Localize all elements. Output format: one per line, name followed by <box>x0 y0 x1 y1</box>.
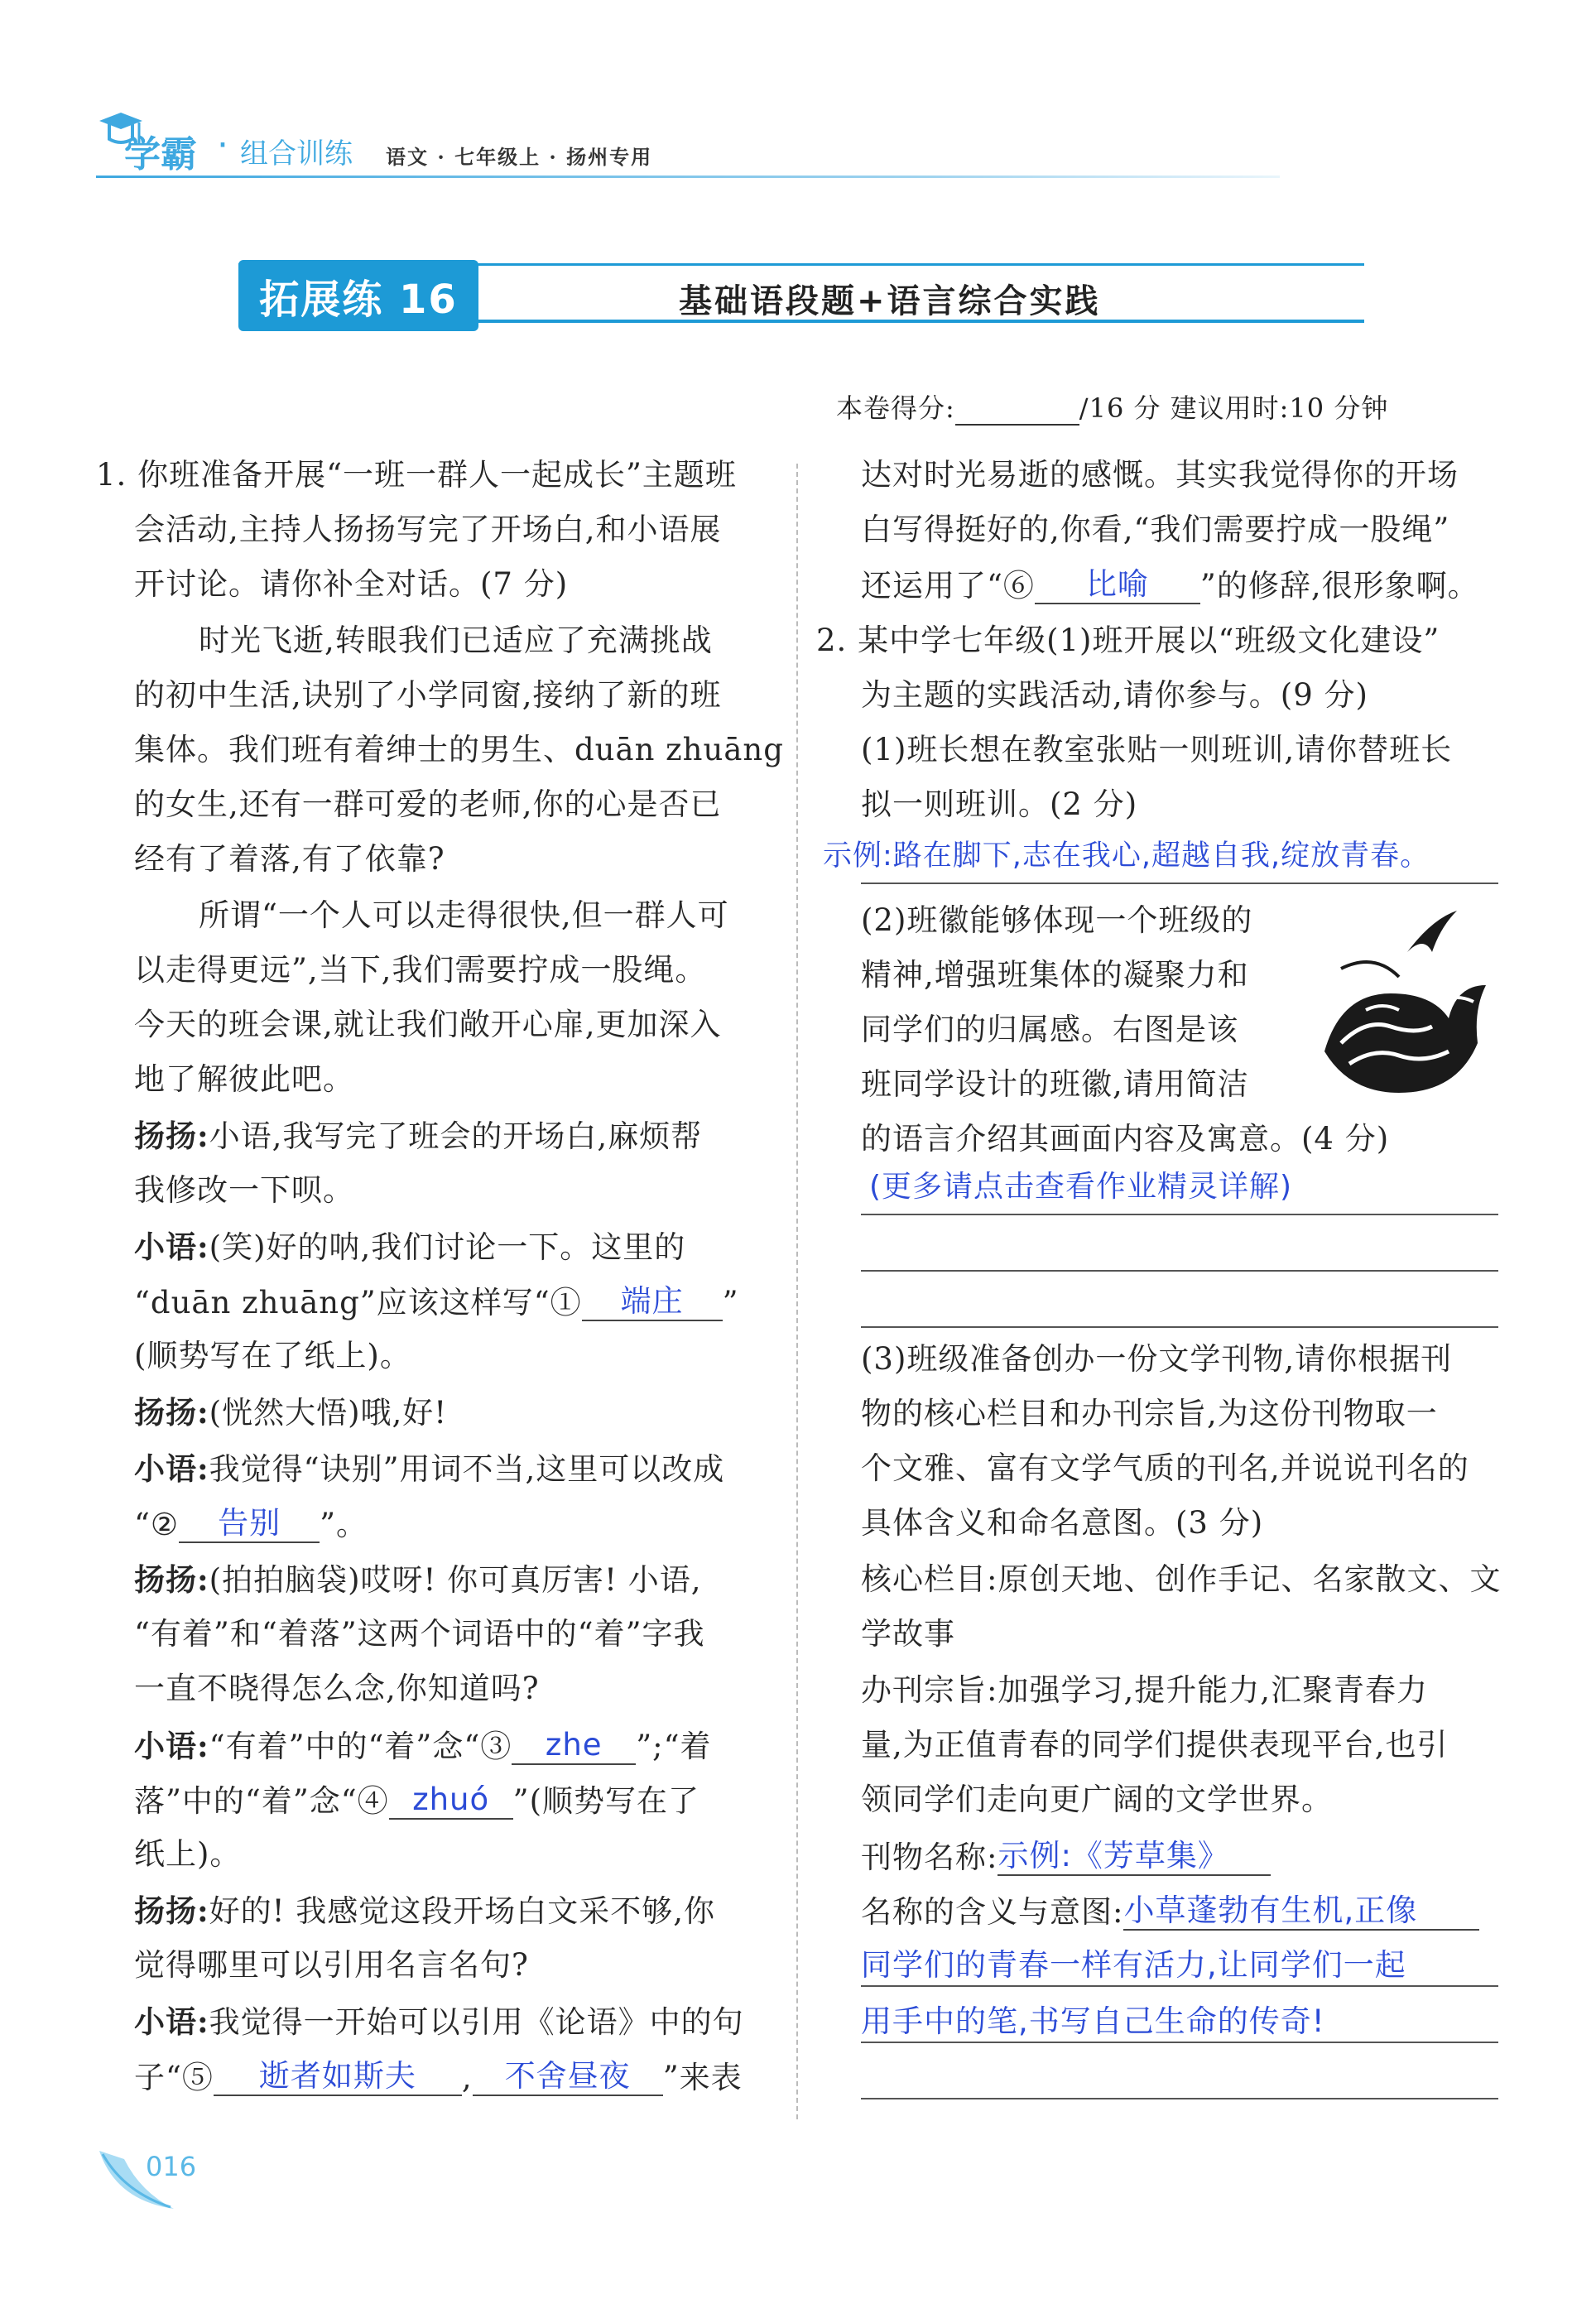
dialogue-line <box>134 1450 724 1488</box>
dialogue-line <box>861 566 1479 604</box>
q2-line: 办刊宗旨:加强学习,提升能力,汇聚青春力 <box>861 1672 1428 1708</box>
dialogue-line <box>134 1561 702 1599</box>
dialogue-text: 我觉得一开始可以引用《论语》中的句 <box>209 2004 744 2040</box>
book-subtitle: 语文 · 七年级上 · 扬州专用 <box>386 145 653 169</box>
dialogue-line: 白写得挺好的,你看,“我们需要拧成一股绳” <box>861 512 1450 547</box>
column-divider <box>796 464 798 2119</box>
answer-rule <box>861 1270 1498 1272</box>
answer-rule <box>861 1985 1498 1987</box>
dialogue-line <box>134 1394 447 1431</box>
speaker-xiaoyu: 小语: <box>134 1728 209 1764</box>
answer-rule <box>861 1214 1498 1215</box>
journal-meaning-answer[interactable]: 用手中的笔,书写自己生命的传奇! <box>861 2003 1325 2039</box>
journal-meaning-label: 名称的含义与意图: <box>861 1894 1124 1930</box>
q2-line: (2)班徽能够体现一个班级的 <box>861 902 1253 938</box>
answer-rule <box>861 883 1498 884</box>
passage-line: 集体。我们班有着绅士的男生、duān zhuāng <box>134 732 784 767</box>
dialogue-line: 纸上)。 <box>134 1836 242 1872</box>
dialogue-line <box>134 1505 368 1543</box>
q2-line: 精神,增强班集体的凝聚力和 <box>861 957 1249 993</box>
dialogue-line: 觉得哪里可以引用名言名句? <box>134 1947 529 1983</box>
passage-line: 地了解彼此吧。 <box>134 1061 354 1097</box>
q2-line: 量,为正值青春的同学们提供表现平台,也引 <box>861 1727 1449 1763</box>
page-number: 016 <box>146 2151 197 2182</box>
dialogue-text: “有着”中的“着”念“③ <box>209 1729 512 1764</box>
brand-name: 学霸 <box>124 133 197 176</box>
answer-4[interactable]: zhuó <box>389 1782 513 1820</box>
speaker-yangyang: 扬扬: <box>134 1893 209 1929</box>
passage-line: 所谓“一个人可以走得很快,但一群人可 <box>199 897 729 933</box>
journal-name-answer[interactable]: 示例:《芳草集》 <box>997 1838 1271 1876</box>
q2-line: 核心栏目:原创天地、创作手记、名家散文、文 <box>861 1561 1502 1597</box>
journal-meaning-answer[interactable]: 小草蓬勃有生机,正像 <box>1123 1893 1479 1931</box>
header-rule <box>96 176 1280 178</box>
score-suffix: /16 分 建议用时:10 分钟 <box>1079 392 1389 424</box>
dialogue-text: ”(顺势写在了 <box>512 1783 700 1819</box>
answer-rule <box>861 2098 1498 2099</box>
passage-line: 时光飞逝,转眼我们已适应了充满挑战 <box>199 623 713 658</box>
dialogue-text: ”。 <box>320 1507 368 1542</box>
dialogue-text: 落”中的“着”念“④ <box>134 1783 389 1819</box>
speaker-yangyang: 扬扬: <box>134 1561 209 1598</box>
q2-line: (3)班级准备创办一份文学刊物,请你根据刊 <box>861 1341 1453 1377</box>
q2-line: 同学们的归属感。右图是该 <box>861 1012 1238 1047</box>
dialogue-text: ” <box>722 1285 739 1320</box>
dialogue-line <box>134 1118 702 1155</box>
answer-5b[interactable]: 不舍昼夜 <box>473 2058 663 2096</box>
brand-dot: · <box>217 124 228 166</box>
answer-motto[interactable]: 示例:路在脚下,志在我心,超越自我,绽放青春。 <box>823 839 1430 873</box>
journal-name-label: 刊物名称: <box>861 1840 998 1875</box>
passage-line: 以走得更远”,当下,我们需要拧成一股绳。 <box>134 952 707 988</box>
answer-2[interactable]: 告别 <box>179 1505 320 1543</box>
q2-line: 个文雅、富有文学气质的刊名,并说说刊名的 <box>861 1450 1469 1486</box>
dialogue-text: (拍拍脑袋)哎呀! 你可真厉害! 小语, <box>209 1562 702 1598</box>
dialogue-line: (顺势写在了纸上)。 <box>134 1338 411 1373</box>
dialogue-text: ”的修辞,很形象啊。 <box>1199 568 1479 604</box>
dialogue-line <box>134 1283 739 1321</box>
q2-line: 为主题的实践活动,请你参与。(9 分) <box>861 677 1368 713</box>
dialogue-text: (笑)好的呐,我们讨论一下。这里的 <box>209 1229 686 1265</box>
q1-line: 开讨论。请你补全对话。(7 分) <box>134 566 569 602</box>
score-line <box>836 387 1388 426</box>
dialogue-line: 我修改一下呗。 <box>134 1172 354 1208</box>
dialogue-text: “② <box>134 1507 180 1542</box>
journal-meaning-answer[interactable]: 同学们的青春一样有活力,让同学们一起 <box>861 1947 1406 1983</box>
exercise-label: 拓展练 16 <box>238 260 478 331</box>
dialogue-text: 小语,我写完了班会的开场白,麻烦帮 <box>209 1118 703 1154</box>
q2-line: (1)班长想在教室张贴一则班训,请你替班长 <box>861 732 1453 767</box>
dialogue-text: 好的! 我感觉这段开场白文采不够,你 <box>209 1893 716 1929</box>
dialogue-text: , <box>461 2060 473 2095</box>
passage-line: 的女生,还有一群可爱的老师,你的心是否已 <box>134 786 722 822</box>
dialogue-text: 子“⑤ <box>134 2060 214 2095</box>
q2-line: 具体含义和命名意图。(3 分) <box>861 1505 1264 1541</box>
answer-6[interactable]: 比喻 <box>1035 566 1200 604</box>
answer-emblem[interactable]: (更多请点击查看作业精灵详解) <box>869 1170 1293 1204</box>
dialogue-line <box>134 1229 685 1266</box>
q2-line: 领同学们走向更广阔的文学世界。 <box>861 1782 1333 1817</box>
dialogue-line <box>134 1727 712 1765</box>
passage-line: 的初中生活,诀别了小学同窗,接纳了新的班 <box>134 677 722 713</box>
answer-rule <box>861 1326 1498 1328</box>
dialogue-text: ”来表 <box>662 2060 743 2095</box>
dialogue-line: “有着”和“着落”这两个词语中的“着”字我 <box>134 1616 705 1652</box>
answer-rule <box>861 2042 1498 2043</box>
score-prefix: 本卷得分: <box>836 392 955 424</box>
q2-line: 的语言介绍其画面内容及寓意。(4 分) <box>861 1121 1390 1157</box>
dialogue-text: (恍然大悟)哦,好! <box>209 1395 448 1431</box>
q1-line: 会活动,主持人扬扬写完了开场白,和小语展 <box>134 512 722 547</box>
answer-1[interactable]: 端庄 <box>582 1283 723 1321</box>
exercise-title: 基础语段题+语言综合实践 <box>679 281 1101 320</box>
passage-line: 今天的班会课,就让我们敞开心扉,更加深入 <box>134 1007 722 1042</box>
dialogue-line <box>134 1893 715 1930</box>
series-name: 组合训练 <box>240 137 353 171</box>
q2-line: 学故事 <box>861 1616 955 1652</box>
q2-line: 班同学设计的班徽,请用简洁 <box>861 1066 1249 1102</box>
answer-5a[interactable]: 逝者如斯夫 <box>214 2058 462 2096</box>
speaker-yangyang: 扬扬: <box>134 1394 209 1431</box>
dialogue-line <box>134 2003 744 2041</box>
dialogue-text: “duān zhuāng”应该这样写“① <box>134 1285 582 1320</box>
speaker-yangyang: 扬扬: <box>134 1118 209 1154</box>
passage-line: 经有了着落,有了依靠? <box>134 841 445 877</box>
speaker-xiaoyu: 小语: <box>134 2003 209 2040</box>
speaker-xiaoyu: 小语: <box>134 1229 209 1265</box>
answer-3[interactable]: zhe <box>512 1727 636 1765</box>
q1-line: 1. 你班准备开展“一班一群人一起成长”主题班 <box>96 457 737 493</box>
score-blank <box>955 399 1079 426</box>
dialogue-line <box>134 2058 743 2096</box>
dialogue-text: ”;“着 <box>636 1729 712 1764</box>
q2-line: 物的核心栏目和办刊宗旨,为这份刊物取一 <box>861 1396 1438 1431</box>
journal-name-line <box>861 1838 1271 1876</box>
dialogue-text: 我觉得“诀别”用词不当,这里可以改成 <box>209 1451 725 1487</box>
q2-line: 拟一则班训。(2 分) <box>861 786 1138 822</box>
dialogue-line: 达对时光易逝的感慨。其实我觉得你的开场 <box>861 457 1459 493</box>
speaker-xiaoyu: 小语: <box>134 1450 209 1487</box>
dialogue-text: 还运用了“⑥ <box>861 568 1035 604</box>
journal-meaning-line <box>861 1893 1479 1931</box>
q2-line: 2. 某中学七年级(1)班开展以“班级文化建设” <box>816 623 1440 658</box>
dialogue-line <box>134 1782 699 1820</box>
class-emblem-wave-bird-image <box>1308 902 1498 1101</box>
dialogue-line: 一直不晓得怎么念,你知道吗? <box>134 1671 540 1706</box>
